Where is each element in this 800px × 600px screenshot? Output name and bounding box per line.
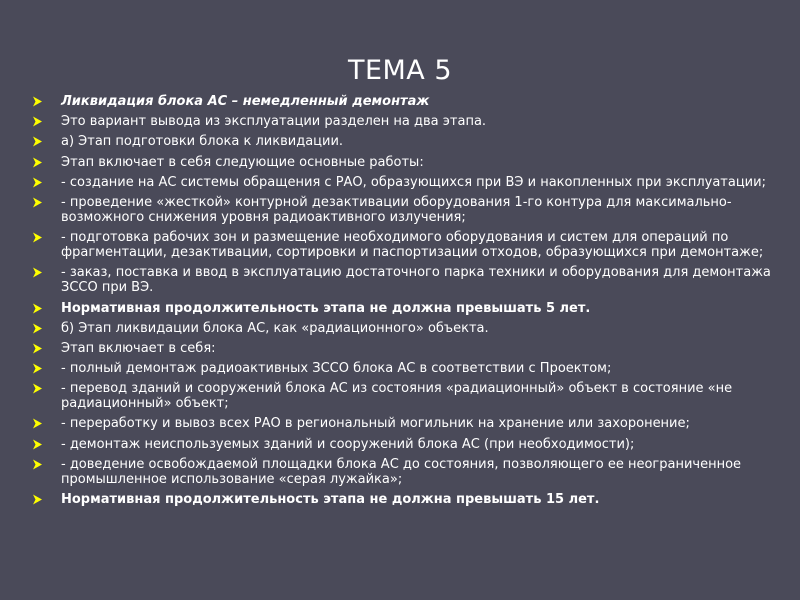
bullet-item <box>32 265 784 295</box>
bullet-text: - полный демонтаж радиоактивных ЗССО блока АС в соответствии с Проектом; <box>61 361 612 377</box>
bullet-item <box>32 492 784 507</box>
bullet-item <box>32 195 784 225</box>
bullet-text: - перевод зданий и сооружений блока АС из состояния «радиационный» объект в состояние «не радиационный» объект; <box>61 381 733 412</box>
bullet-item <box>32 301 784 316</box>
bullet-text: - создание на АС системы обращения с РАО, образующихся при ВЭ и накопленных при эксплуатации; <box>61 174 766 190</box>
triangle-bullet-icon <box>32 231 43 244</box>
bullet-text: - демонтаж неиспользуемых зданий и сооружений блока АС (при необходимости); <box>61 436 635 452</box>
bullet-item <box>32 321 784 336</box>
triangle-bullet-icon <box>32 362 43 375</box>
slide-title: ТЕМА 5 <box>347 55 453 86</box>
bullet-text: Нормативная продолжительность этапа не должна превышать 15 лет. <box>61 492 600 507</box>
bullet-item <box>32 134 784 149</box>
bullet-text: б) Этап ликвидации блока АС, как «радиационного» объекта. <box>61 320 489 336</box>
bullet-text: - подготовка рабочих зон и размещение необходимого оборудования и систем для операций по фрагментации, дезактивации, сортировки и паспортизации отходов, образующихся при демонтаже; <box>61 230 764 261</box>
bullet-item <box>32 457 784 487</box>
bullet-item <box>32 437 784 452</box>
bullet-text: Этап включает в себя: <box>61 340 216 356</box>
bullet-item <box>32 114 784 129</box>
triangle-bullet-icon <box>32 196 43 209</box>
bullet-text: Ликвидация блока АС – немедленный демонтаж <box>61 94 430 109</box>
triangle-bullet-icon <box>32 156 43 169</box>
bullet-text: - проведение «жесткой» контурной дезактивации оборудования 1-го контура для максимально-возможного снижения уровня радиоактивного излучения; <box>61 194 732 225</box>
bullet-item <box>32 155 784 170</box>
triangle-bullet-icon <box>32 135 43 148</box>
triangle-bullet-icon <box>32 458 43 471</box>
triangle-bullet-icon <box>32 382 43 395</box>
triangle-bullet-icon <box>32 417 43 430</box>
bullet-item <box>32 175 784 190</box>
triangle-bullet-icon <box>32 95 43 108</box>
bullet-text: Это вариант вывода из эксплуатации разделен на два этапа. <box>61 114 487 130</box>
triangle-bullet-icon <box>32 176 43 189</box>
bullet-text: Нормативная продолжительность этапа не должна превышать 5 лет. <box>61 300 591 316</box>
bullet-item <box>32 230 784 260</box>
bullet-item <box>32 361 784 376</box>
triangle-bullet-icon <box>32 493 43 506</box>
bullet-item <box>32 341 784 356</box>
triangle-bullet-icon <box>32 115 43 128</box>
bullet-item <box>32 381 784 411</box>
triangle-bullet-icon <box>32 266 43 279</box>
bullet-text: Этап включает в себя следующие основные работы: <box>61 154 424 170</box>
bullet-text: - заказ, поставка и ввод в эксплуатацию достаточного парка техники и оборудования для демонтажа ЗССО при ВЭ. <box>61 265 771 296</box>
bullet-item <box>32 94 784 109</box>
triangle-bullet-icon <box>32 302 43 315</box>
triangle-bullet-icon <box>32 322 43 335</box>
triangle-bullet-icon <box>32 342 43 355</box>
bullet-text: - переработку и вывоз всех РАО в региональный могильник на хранение или захоронение; <box>61 416 690 432</box>
bullet-text: - доведение освобождаемой площадки блока АС до состояния, позволяющего ее неограниченное промышленное использование «серая лужайка»; <box>61 456 742 487</box>
triangle-bullet-icon <box>32 438 43 451</box>
bullet-list <box>32 94 784 512</box>
bullet-text: а) Этап подготовки блока к ликвидации. <box>61 134 344 150</box>
bullet-item <box>32 416 784 431</box>
